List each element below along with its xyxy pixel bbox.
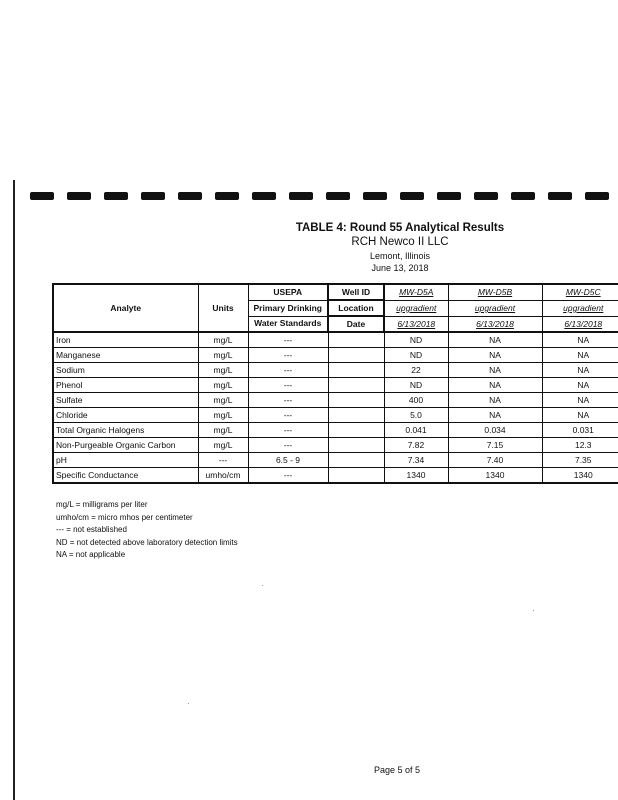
analyte-cell: Sulfate — [53, 393, 198, 408]
result-cell: 12.3 — [542, 438, 618, 453]
units-cell: mg/L — [198, 363, 248, 378]
notes-block — [56, 499, 238, 562]
result-cell: 1340 — [448, 468, 542, 484]
spacer-cell — [328, 438, 384, 453]
dash-segment — [67, 192, 91, 200]
units-cell: mg/L — [198, 348, 248, 363]
standard-cell: --- — [248, 423, 328, 438]
dash-segment — [585, 192, 609, 200]
analyte-cell: Total Organic Halogens — [53, 423, 198, 438]
standards-header-line: Primary Drinking — [248, 300, 328, 316]
table-row — [53, 378, 618, 393]
note-line: --- = not established — [56, 525, 127, 534]
table-title: TABLE 4: Round 55 Analytical Results — [295, 222, 505, 234]
units-header: Units — [198, 284, 248, 332]
standard-cell: 6.5 - 9 — [248, 453, 328, 468]
result-cell: ND — [384, 348, 448, 363]
spacer-cell — [328, 468, 384, 484]
dash-segment — [474, 192, 498, 200]
dash-segment — [289, 192, 313, 200]
dash-segment — [215, 192, 239, 200]
standard-cell: --- — [248, 363, 328, 378]
result-cell: NA — [448, 408, 542, 423]
result-cell: NA — [542, 363, 618, 378]
spacer-cell — [328, 348, 384, 363]
table-row — [53, 348, 618, 363]
table-row — [53, 363, 618, 378]
result-cell: 5.0 — [384, 408, 448, 423]
well-location-cell: upgradient — [384, 300, 448, 316]
standard-cell: --- — [248, 408, 328, 423]
page-left-border — [13, 180, 15, 800]
analyte-cell: Specific Conductance — [53, 468, 198, 484]
spacer-cell — [328, 408, 384, 423]
dash-segment — [511, 192, 535, 200]
well-id-cell: MW-D5A — [384, 284, 448, 300]
table-row — [53, 332, 618, 348]
standards-header-line: USEPA — [248, 284, 328, 300]
results-body — [53, 332, 618, 483]
result-cell: 400 — [384, 393, 448, 408]
result-cell: 7.35 — [542, 453, 618, 468]
table-row — [53, 393, 618, 408]
well-location-cell: upgradient — [448, 300, 542, 316]
well-date-cell: 6/13/2018 — [448, 316, 542, 332]
standard-cell: --- — [248, 332, 328, 348]
spacer-cell — [328, 393, 384, 408]
dash-segment — [548, 192, 572, 200]
analyte-cell: Phenol — [53, 378, 198, 393]
result-cell: 0.031 — [542, 423, 618, 438]
dash-segment — [104, 192, 128, 200]
units-cell: mg/L — [198, 423, 248, 438]
result-cell: 0.034 — [448, 423, 542, 438]
result-cell: ND — [384, 378, 448, 393]
analytical-results-table — [52, 283, 618, 484]
dash-segment — [178, 192, 202, 200]
note-line: umho/cm = micro mhos per centimeter — [56, 512, 193, 522]
date-label: Date — [328, 316, 384, 332]
result-cell: NA — [542, 378, 618, 393]
dash-segment — [252, 192, 276, 200]
result-cell: 0.041 — [384, 423, 448, 438]
result-cell: NA — [448, 378, 542, 393]
result-cell: NA — [448, 363, 542, 378]
company-name: RCH Newco II LLC — [351, 236, 449, 248]
units-cell: mg/L — [198, 438, 248, 453]
well-id-cell: MW-D5C — [542, 284, 618, 300]
table-row — [53, 408, 618, 423]
spacer-cell — [328, 378, 384, 393]
well-location-cell: upgradient — [542, 300, 618, 316]
analyte-cell: Chloride — [53, 408, 198, 423]
result-cell: NA — [448, 332, 542, 348]
standards-header-line: Water Standards — [248, 316, 328, 332]
analyte-cell: Sodium — [53, 363, 198, 378]
scan-speck — [188, 703, 189, 704]
result-cell: 7.34 — [384, 453, 448, 468]
spacer-cell — [328, 332, 384, 348]
result-cell: NA — [448, 393, 542, 408]
dash-segment — [30, 192, 54, 200]
well-id-label: Well ID — [328, 284, 384, 300]
result-cell: 1340 — [384, 468, 448, 484]
analyte-cell: Iron — [53, 332, 198, 348]
note-line: NA = not applicable — [56, 550, 126, 559]
spacer-cell — [328, 453, 384, 468]
dash-segment — [141, 192, 165, 200]
well-date-cell: 6/13/2018 — [542, 316, 618, 332]
units-cell: mg/L — [198, 378, 248, 393]
standard-cell: --- — [248, 378, 328, 393]
result-cell: 1340 — [542, 468, 618, 484]
spacer-cell — [328, 363, 384, 378]
well-id-cell: MW-D5B — [448, 284, 542, 300]
location-label: Location — [328, 300, 384, 316]
table-row — [53, 468, 618, 484]
note-line: mg/L = milligrams per liter — [56, 500, 148, 509]
result-cell: 22 — [384, 363, 448, 378]
result-cell: NA — [542, 393, 618, 408]
dash-segment — [326, 192, 350, 200]
result-cell: NA — [542, 408, 618, 423]
site-location: Lemont, Illinois — [369, 251, 431, 261]
units-cell: umho/cm — [198, 468, 248, 484]
well-date-cell: 6/13/2018 — [384, 316, 448, 332]
standard-cell: --- — [248, 438, 328, 453]
spacer-cell — [328, 423, 384, 438]
result-cell: ND — [384, 332, 448, 348]
table-row — [53, 453, 618, 468]
result-cell: NA — [542, 332, 618, 348]
dash-segment — [363, 192, 387, 200]
scan-speck — [262, 585, 263, 586]
note-line: ND = not detected above laboratory detection limits — [56, 537, 238, 547]
results-table-wrapper — [52, 283, 618, 487]
scan-speck — [533, 610, 534, 611]
result-cell: 7.15 — [448, 438, 542, 453]
analyte-cell: Manganese — [53, 348, 198, 363]
result-cell: 7.82 — [384, 438, 448, 453]
analyte-cell: pH — [53, 453, 198, 468]
standard-cell: --- — [248, 348, 328, 363]
table-row — [53, 438, 618, 453]
result-cell: 7.40 — [448, 453, 542, 468]
dashed-separator — [30, 192, 618, 201]
units-cell: mg/L — [198, 332, 248, 348]
page-number: Page 5 of 5 — [374, 765, 421, 775]
units-cell: mg/L — [198, 408, 248, 423]
analyte-header: Analyte — [53, 284, 198, 332]
dash-segment — [437, 192, 461, 200]
result-cell: NA — [448, 348, 542, 363]
analyte-cell: Non-Purgeable Organic Carbon — [53, 438, 198, 453]
units-cell: mg/L — [198, 393, 248, 408]
standard-cell: --- — [248, 393, 328, 408]
result-cell: NA — [542, 348, 618, 363]
table-row — [53, 423, 618, 438]
report-date: June 13, 2018 — [371, 263, 429, 273]
dash-segment — [400, 192, 424, 200]
standard-cell: --- — [248, 468, 328, 484]
units-cell: --- — [198, 453, 248, 468]
